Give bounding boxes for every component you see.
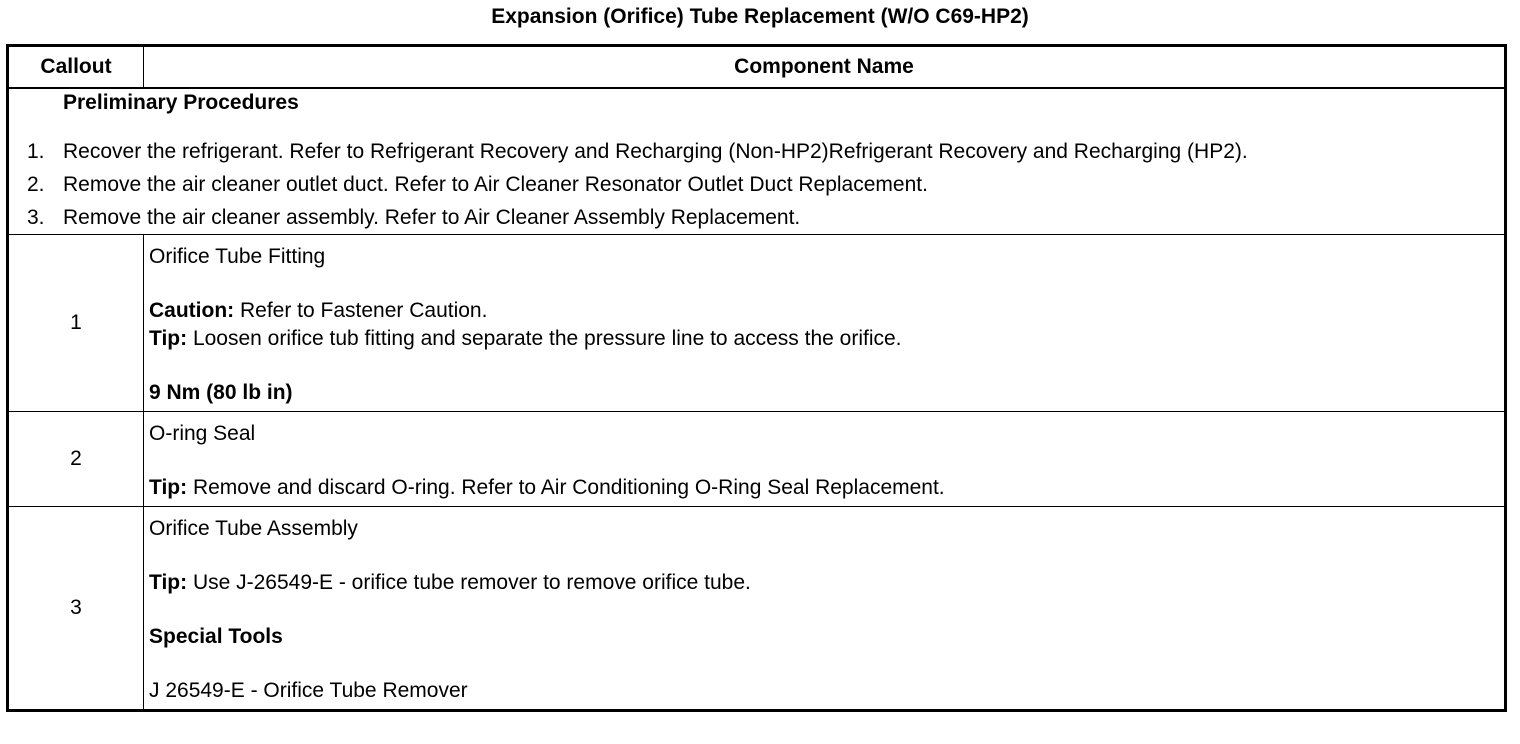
callout-cell: 2 [8,412,144,507]
tip-note [149,569,1504,597]
preliminary-steps-list [9,135,1504,234]
column-header-callout: Callout [8,46,144,89]
special-tool-item: J 26549-E - Orifice Tube Remover [149,679,468,702]
callout-cell: 1 [8,235,144,412]
step-text: Remove the air cleaner outlet duct. Refer to Air Cleaner Resonator Outlet Duct Replacement. [63,173,928,196]
step-text: Recover the refrigerant. Refer to Refrigerant Recovery and Recharging (Non-HP2)Refrigerant Recovery and Recharging (HP2). [63,140,1248,163]
caution-label: Caution: [149,299,235,322]
tip-note [149,474,1504,502]
table-row [8,412,1506,507]
tip-label: Tip: [149,476,188,499]
caution-note [149,297,1504,325]
component-cell [144,507,1506,711]
preliminary-step [9,135,1504,168]
preliminary-procedures-row [8,88,1506,235]
tip-label: Tip: [149,571,188,594]
table-header-row [8,46,1506,89]
tip-text: Loosen orifice tub fitting and separate the pressure line to access the orifice. [187,327,902,350]
column-header-component-name: Component Name [144,46,1506,89]
step-number: 1. [27,140,45,163]
caution-text: Refer to Fastener Caution. [234,299,488,322]
tip-label: Tip: [149,327,188,350]
component-name: Orifice Tube Assembly [149,517,358,540]
tip-note [149,325,1504,353]
component-name: O-ring Seal [149,422,256,445]
preliminary-step [9,201,1504,234]
callout-cell: 3 [8,507,144,711]
preliminary-procedures-cell [8,88,1506,235]
step-number: 2. [27,173,45,196]
component-cell [144,235,1506,412]
special-tools-heading: Special Tools [149,625,283,648]
table-row [8,507,1506,711]
component-cell [144,412,1506,507]
component-name: Orifice Tube Fitting [149,245,326,268]
torque-spec: 9 Nm (80 lb in) [149,381,293,404]
procedure-table [6,44,1507,712]
preliminary-procedures-heading: Preliminary Procedures [63,91,299,114]
page-title: Expansion (Orifice) Tube Replacement (W/O C69-HP2) [491,5,1029,28]
table-row [8,235,1506,412]
tip-text: Use J-26549-E - orifice tube remover to remove orifice tube. [187,571,751,594]
step-text: Remove the air cleaner assembly. Refer to Air Cleaner Assembly Replacement. [63,206,801,229]
tip-text: Remove and discard O-ring. Refer to Air Conditioning O-Ring Seal Replacement. [187,476,945,499]
preliminary-step [9,168,1504,201]
step-number: 3. [27,206,45,229]
